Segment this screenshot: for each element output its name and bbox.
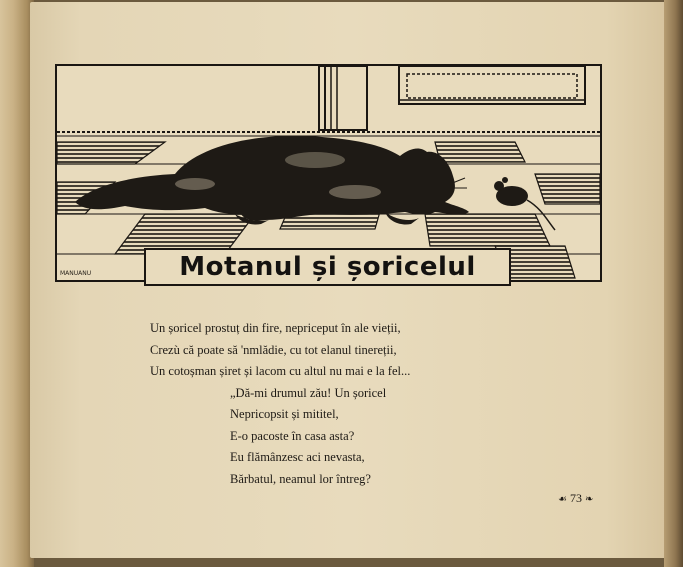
poem-text bbox=[150, 318, 550, 490]
ornament-right-icon: ❧ bbox=[584, 494, 594, 505]
poem-line: Crezù că poate să 'nmlădie, cu tot elanul tinereții, bbox=[150, 342, 397, 357]
poem-line: E-o pacoste în casa asta? bbox=[230, 428, 355, 443]
poem-line: Un șoricel prostuț din fire, nepriceput în ale vieții, bbox=[150, 321, 401, 335]
poem-line: Eu flămânzesc aci nevasta, bbox=[230, 450, 365, 464]
page-number-value: 73 bbox=[569, 491, 582, 505]
poem-line: Un cotoșman șiret și lacom cu altul nu mai e la fel... bbox=[150, 364, 411, 378]
page-number bbox=[558, 491, 593, 506]
ornament-left-icon: ☙ bbox=[558, 494, 567, 505]
page-title: Motanul și șoricelul bbox=[179, 252, 476, 282]
left-page-edge bbox=[0, 0, 34, 567]
title-plate bbox=[144, 248, 511, 286]
poem-line: „Dă-mi drumul zău! Un șoricel bbox=[230, 385, 387, 400]
poem-line: Nepricopsit și mititel, bbox=[230, 407, 339, 421]
right-page-edge bbox=[664, 0, 683, 567]
poem-line: Bărbatul, neamul lor întreg? bbox=[230, 471, 371, 486]
illustrator-signature: MANUANU bbox=[60, 270, 92, 277]
